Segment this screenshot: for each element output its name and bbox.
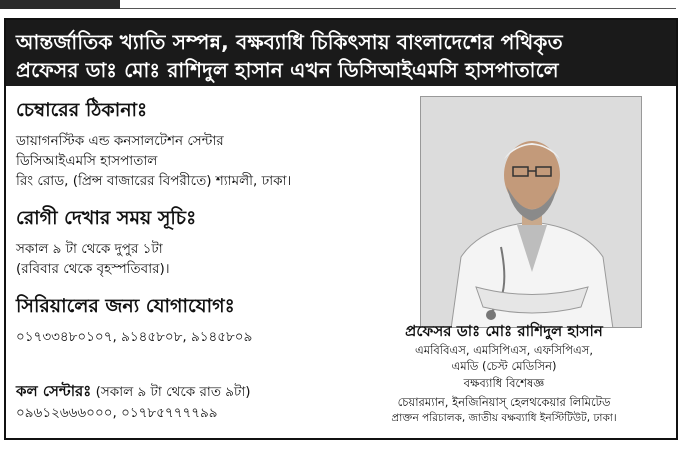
doctor-degrees-line-2: এমডি (চেস্ট মেডিসিন) xyxy=(451,359,557,373)
serial-heading: সিরিয়ালের জন্য যোগাযোগঃ xyxy=(16,295,235,317)
headline-line-1: আন্তর্জাতিক খ্যাতি সম্পন্ন, বক্ষব্যাধি চিকিৎসায় বাংলাদেশের পথিকৃত xyxy=(16,30,563,54)
top-rule xyxy=(120,8,676,9)
chamber-address-line: ডায়াগনস্টিক এন্ড কনসালটেশন সেন্টার xyxy=(16,133,224,149)
chamber-heading: চেম্বারের ঠিকানাঃ xyxy=(16,99,148,121)
doctor-portrait-icon xyxy=(421,97,642,328)
advertisement-box xyxy=(4,18,678,440)
headline-line-2: প্রফেসর ডাঃ মোঃ রাশিদুল হাসান এখন ডিসিআইএমসি হাসপাতালে xyxy=(16,58,559,82)
top-border-strip xyxy=(0,0,684,14)
doctor-degrees-line-1: এমবিবিএস, এমসিপিএস, এফসিপিএস, xyxy=(414,343,594,357)
schedule-line: সকাল ৯ টা থেকে দুপুর ১টা xyxy=(16,241,163,257)
chamber-address-line: রিং রোড, (প্রিন্স বাজারের বিপরীতে) শ্যামলী, ঢাকা। xyxy=(16,173,292,189)
doctor-specialty: বক্ষব্যাধি বিশেষজ্ঞ xyxy=(463,376,545,390)
chamber-address-line: ডিসিআইএমসি হাসপাতাল xyxy=(16,153,158,169)
doctor-role-1: চেয়ারম্যান, ইনজিনিয়াস্‌ হেলথকেয়ার লিমিটেড xyxy=(397,395,611,409)
call-center-hours: (সকাল ৯ টা থেকে রাত ৯টা) xyxy=(95,384,251,400)
doctor-photo xyxy=(420,96,642,328)
doctor-name: প্রফেসর ডাঃ মোঃ রাশিদুল হাসান xyxy=(405,322,603,340)
schedule-line: (রবিবার থেকে বৃহস্পতিবার)। xyxy=(16,261,170,277)
doctor-role-2: প্রাক্তন পরিচালক, জাতীয় বক্ষব্যাধি ইনস্টিটিউট, ঢাকা। xyxy=(391,412,617,424)
call-center-numbers: ০৯৬১২৬৬৬০০০, ০১৭৮৫৭৭৭৭৯৯ xyxy=(16,405,218,421)
call-center-label: কল সেন্টারঃ xyxy=(16,382,92,400)
serial-phone-numbers: ০১৭৩৩৪৮০১০৭, ৯১৪৫৮০৮, ৯১৪৫৮০৯ xyxy=(16,329,253,345)
schedule-heading: রোগী দেখার সময় সূচিঃ xyxy=(16,207,197,229)
headline-banner xyxy=(6,20,676,86)
top-dark-bar xyxy=(0,0,120,9)
